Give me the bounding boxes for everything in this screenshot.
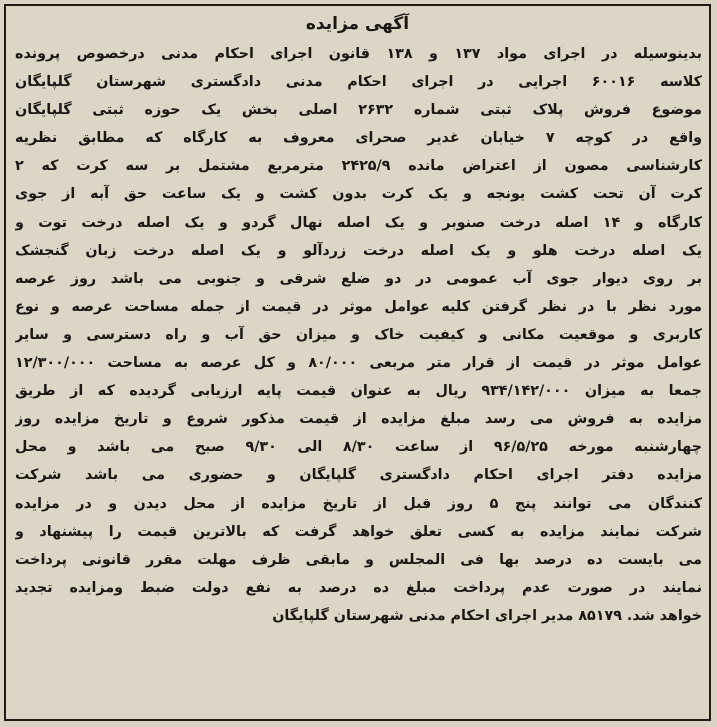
notice-line: واقع در کوچه ۷ خیابان غدیر صحرای معروف به کارگاه که مطابق نظریه — [15, 130, 702, 147]
notice-line: کرت آن تحت کشت یونجه و یک کرت بدون کشت و یک ساعت حق آبه از جوی — [15, 186, 702, 203]
notice-line: کارگاه و ۱۴ اصله درخت صنوبر و یک اصله نهال گردو و یک اصله درخت توت و — [15, 214, 702, 231]
notice-line: کلاسه ۶۰۰۱۶ اجرایی در اجرای احکام مدنی دادگستری شهرستان گلپایگان — [15, 74, 702, 91]
notice-line: مزایده به فروش می رسد مبلغ مزایده از قیمت مذکور شروع و تاریخ مزایده روز — [15, 411, 702, 428]
notice-line: مورد نظر با در نظر گرفتن کلیه عوامل موثر در قیمت از جمله مساحت عرصه و نوع — [15, 298, 702, 315]
notice-line: کاربری و موقعیت مکانی و کیفیت خاک و میزان حق آب و راه دسترسی و سایر — [15, 326, 702, 343]
notice-line: بدینوسیله در اجرای مواد ۱۳۷ و ۱۳۸ قانون اجرای احکام مدنی درخصوص پرونده — [15, 46, 702, 62]
notice-frame — [4, 4, 711, 721]
notice-line: جمعا به میزان ۹۳۴/۱۴۲/۰۰۰ ریال به عنوان قیمت پایه ارزیابی گردیده که از طریق — [15, 383, 702, 400]
notice-line: موضوع فروش پلاک ثبتی شماره ۲۶۳۲ اصلی بخش یک حوزه ثبتی گلپایگان — [15, 102, 702, 119]
notice-line: نمایند در صورت عدم پرداخت مبلغ ده درصد به نفع دولت ضبط ومزایده تجدید — [15, 579, 702, 596]
notice-line: یک اصله درخت هلو و یک اصله درخت زردآلو و یک اصله درخت زبان گنجشک — [15, 242, 702, 259]
notice-line: چهارشنبه مورخه ۹۶/۵/۲۵ از ساعت ۸/۳۰ الی ۹/۳۰ صبح می باشد و محل — [15, 439, 702, 456]
notice-line: کنندگان می توانند پنج ۵ روز قبل از تاریخ مزایده از محل دیدن و در مزایده — [15, 495, 702, 512]
notice-line: عوامل موثر در قیمت از قرار متر مربعی ۸۰/۰۰۰ و کل عرصه به مساحت ۱۲/۳۰۰/۰۰۰ — [15, 355, 702, 372]
notice-line: بر روی دیوار جوی آب عمومی در دو ضلع شرقی و جنوبی می باشد روز عرصه — [15, 270, 702, 287]
notice-line: می بایست ده درصد بها فی المجلس و مابقی ظرف مهلت مقرر قانونی پرداخت — [15, 551, 702, 568]
notice-line-signature: خواهد شد. ۸۵۱۷۹ مدیر اجرای احکام مدنی شهرستان گلپایگان — [272, 607, 702, 624]
notice-line: مزایده دفتر اجرای احکام دادگستری گلپایگان و حضوری می باشد شرکت — [15, 467, 702, 484]
notice-body — [15, 40, 702, 630]
notice-title: آگهی مزایده — [305, 14, 410, 34]
notice-line: کارشناسی مصون از اعتراض مانده ۲۴۲۵/۹ مترمربع مشتمل بر سه کرت که ۲ — [15, 158, 702, 175]
notice-line: شرکت نمایند مزایده به کسی تعلق خواهد گرفت که بالاترین قیمت را پیشنهاد و — [15, 523, 702, 540]
